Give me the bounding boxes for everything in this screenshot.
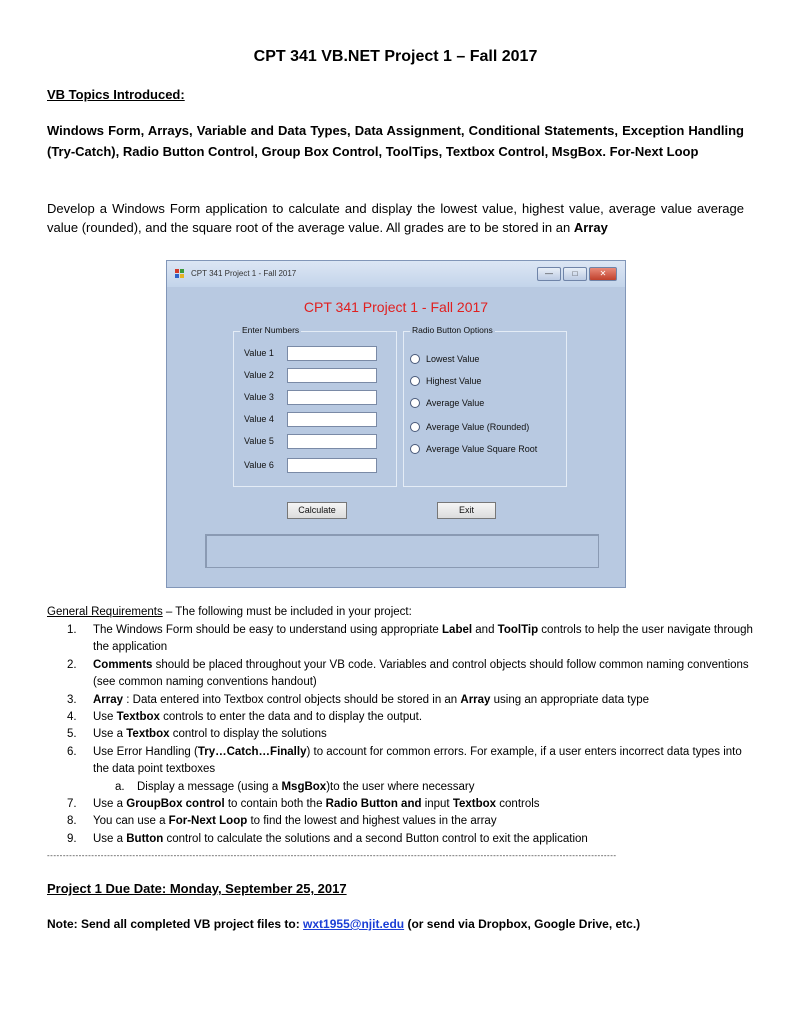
topics-heading: VB Topics Introduced: <box>47 87 185 102</box>
value-1-label: Value 1 <box>244 348 274 358</box>
app-icon <box>175 269 185 279</box>
value-4-textbox[interactable] <box>287 412 377 427</box>
requirements-heading-underlined: General Requirements <box>47 606 163 618</box>
list-item: 3. Array : Data entered into Textbox control objects should be stored in an Array using an appropriate data type <box>67 693 650 706</box>
window-title: CPT 341 Project 1 - Fall 2017 <box>191 269 297 278</box>
value-6-textbox[interactable] <box>287 458 377 473</box>
calculate-button[interactable]: Calculate <box>287 502 347 519</box>
note-prefix: Note: Send all completed VB project files to: <box>47 917 304 931</box>
radio-circle-icon[interactable] <box>410 444 420 454</box>
requirements-heading-rest: – The following must be included in your project: <box>162 606 412 618</box>
value-3-textbox[interactable] <box>287 390 377 405</box>
radio-group-label: Radio Button Options <box>412 325 493 335</box>
note-suffix: (or send via Dropbox, Google Drive, etc.) <box>404 917 641 931</box>
radio-label: Average Value (Rounded) <box>426 422 530 432</box>
exit-button[interactable]: Exit <box>437 502 496 519</box>
topics-text: Windows Form, Arrays, Variable and Data Types, Data Assignment, Conditional Statements, Exception Handling (Try-Catch), Radio Button Control, Group Box Control, ToolTips, Textbox Control, MsgBox. For-Next Loop <box>47 123 744 159</box>
numbers-group-label: Enter Numbers <box>242 325 300 335</box>
value-1-textbox[interactable] <box>287 346 377 361</box>
list-item: 5. Use a Textbox control to display the solutions <box>67 728 327 741</box>
value-4-label: Value 4 <box>244 414 274 424</box>
radio-group-box <box>403 325 567 487</box>
form-heading-label: CPT 341 Project 1 - Fall 2017 <box>303 299 489 315</box>
value-2-label: Value 2 <box>244 370 274 380</box>
list-item: 8. You can use a For-Next Loop to find the lowest and highest values in the array <box>67 815 497 828</box>
list-item: 9. Use a Button control to calculate the solutions and a second Button control to exit the application <box>67 832 588 845</box>
value-6-label: Value 6 <box>244 460 274 470</box>
minimize-button[interactable]: — <box>537 267 561 281</box>
close-button[interactable]: ✕ <box>589 267 617 281</box>
list-item: 4. Use Textbox controls to enter the data and to display the output. <box>67 711 423 724</box>
radio-label: Average Value <box>426 398 485 408</box>
form-screenshot <box>166 260 626 588</box>
list-item: 7. Use a GroupBox control to contain both the Radio Button and input Textbox controls <box>67 798 540 811</box>
radio-circle-icon[interactable] <box>410 422 420 432</box>
radio-label: Highest Value <box>426 376 482 386</box>
value-3-label: Value 3 <box>244 392 274 402</box>
value-2-textbox[interactable] <box>287 368 377 383</box>
window-title-bar <box>167 261 625 287</box>
radio-circle-icon[interactable] <box>410 376 420 386</box>
sub-list-item: a. Display a message (using a MsgBox)to the user where necessary <box>115 780 475 793</box>
list-item: 1. The Windows Form should be easy to understand using appropriate Label and ToolTip controls to help the user navigate through the application <box>67 624 753 654</box>
output-textbox[interactable] <box>205 534 599 568</box>
intro-text: Develop a Windows Form application to calculate and display the lowest value, highest value, average value average value (rounded), and the square root of the average value. All grades are to be stored in an <box>47 201 744 235</box>
list-item: 6. Use Error Handling (Try…Catch…Finally) to account for common errors. For example, if a user enters incorrect data types into the data point textboxes <box>67 745 742 776</box>
radio-circle-icon[interactable] <box>410 354 420 364</box>
list-item: 2. Comments should be placed throughout your VB code. Variables and control objects should follow common naming conventions (see common naming conventions handout) <box>67 658 749 689</box>
document-title: CPT 341 VB.NET Project 1 – Fall 2017 <box>253 48 538 65</box>
maximize-button[interactable]: □ <box>563 267 587 281</box>
value-5-textbox[interactable] <box>287 434 377 449</box>
intro-bold-array: Array <box>573 220 608 235</box>
submission-note <box>47 917 640 931</box>
requirements-list <box>47 622 757 848</box>
requirements-heading <box>47 606 412 618</box>
numbers-group-box <box>233 325 397 487</box>
due-date: Project 1 Due Date: Monday, September 25, 2017 <box>47 881 347 896</box>
radio-circle-icon[interactable] <box>410 398 420 408</box>
value-5-label: Value 5 <box>244 436 274 446</box>
dashed-divider: ------------------------------------------------------------------------------------------------------------------------------------------------------------------------------------ <box>47 851 617 860</box>
radio-label: Average Value Square Root <box>426 444 538 454</box>
radio-label: Lowest Value <box>426 354 480 364</box>
intro-paragraph <box>47 199 744 237</box>
email-link[interactable]: wxt1955@njit.edu <box>303 917 405 931</box>
